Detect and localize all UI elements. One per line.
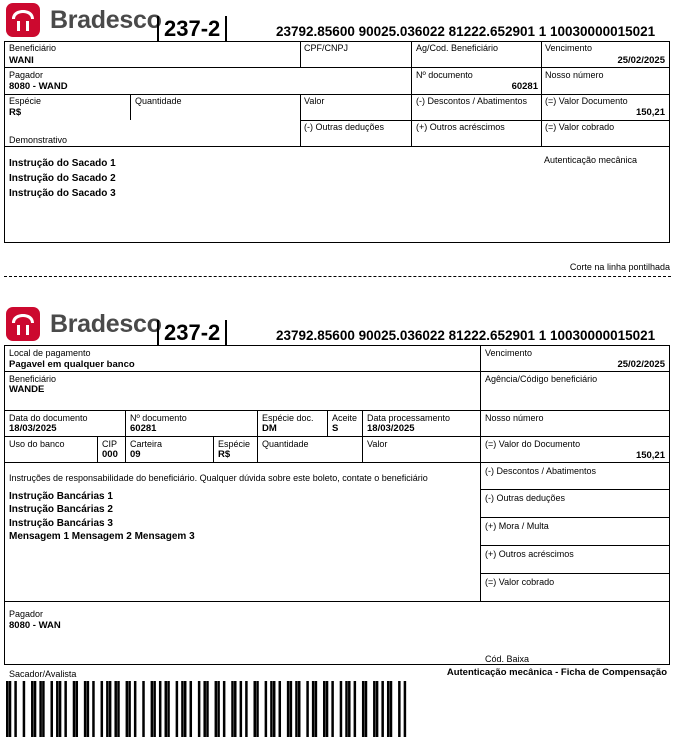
barcode-bar xyxy=(101,681,104,737)
vencimento-label: Vencimento xyxy=(545,43,593,53)
barcode-bar xyxy=(64,681,67,737)
valor-cobrado-label: (=) Valor cobrado xyxy=(545,122,615,132)
especie-label: Espécie xyxy=(218,439,251,449)
quantidade-label: Quantidade xyxy=(262,439,309,449)
barcode-bar xyxy=(265,681,268,737)
barcode-bar xyxy=(217,681,220,737)
aceite-label: Aceite xyxy=(332,413,358,423)
barcode-bar xyxy=(256,681,259,737)
barcode-bar xyxy=(340,681,343,737)
pagador-label: Pagador xyxy=(9,70,44,80)
barcode-bar xyxy=(231,681,234,737)
barcode-bar xyxy=(56,681,59,737)
barcode-bar xyxy=(223,681,226,737)
carteira-value: 09 xyxy=(130,449,141,460)
num-documento-label: Nº documento xyxy=(416,70,473,80)
outras-deducoes-label: (-) Outras deduções xyxy=(304,122,385,132)
barcode-bar xyxy=(14,681,17,737)
carteira-label: Carteira xyxy=(130,439,163,449)
barcode-bar xyxy=(203,681,206,737)
barcode-bar xyxy=(42,681,45,737)
barcode-bar xyxy=(273,681,276,737)
cod-baixa-label: Cód. Baixa xyxy=(485,654,530,664)
especie-label: Espécie xyxy=(9,96,42,106)
barcode-bar xyxy=(245,681,248,737)
barcode-bar xyxy=(326,681,329,737)
barcode-bar xyxy=(348,681,351,737)
vencimento-label: Vencimento xyxy=(485,348,533,358)
bank-name: Bradesco xyxy=(50,6,162,34)
barcode-bar xyxy=(176,681,179,737)
pagador-label: Pagador xyxy=(9,609,44,619)
local-pagamento-value: Pagavel em qualquer banco xyxy=(9,359,135,370)
digitable-line[interactable]: 23792.85600 90025.036022 81222.652901 1 10030000015021 xyxy=(276,24,656,39)
agencia-label: Agência/Código beneficiário xyxy=(485,374,598,384)
digitable-line[interactable]: 23792.85600 90025.036022 81222.652901 1 10030000015021 xyxy=(276,328,656,343)
barcode-bar xyxy=(365,681,368,737)
barcode-bar xyxy=(117,681,120,737)
barcode-bar xyxy=(240,681,243,737)
barcode-bar xyxy=(109,681,112,737)
barcode-bar xyxy=(323,681,326,737)
bank-code: 237-2 xyxy=(157,16,227,42)
barcode-bar xyxy=(59,681,62,737)
barcode-bar xyxy=(270,681,273,737)
barcode-bar xyxy=(23,681,26,737)
barcode xyxy=(6,681,412,737)
barcode-bar xyxy=(6,681,9,737)
cip-value: 000 xyxy=(102,449,118,460)
barcode-bar xyxy=(31,681,33,737)
barcode-bar xyxy=(312,681,315,737)
especie-doc-label: Espécie doc. xyxy=(262,413,314,423)
barcode-bar xyxy=(306,681,309,737)
instrucao-3: Instrução do Sacado 3 xyxy=(9,188,116,199)
barcode-bar xyxy=(398,681,401,737)
barcode-bar xyxy=(181,681,184,737)
cut-line-label: Corte na linha pontilhada xyxy=(569,262,670,272)
quantidade-label: Quantidade xyxy=(135,96,182,106)
cpf-label: CPF/CNPJ xyxy=(304,43,349,53)
agencia-label: Ag/Cod. Beneficiário xyxy=(416,43,499,53)
barcode-bar xyxy=(106,681,109,737)
valor-cobrado-label: (=) Valor cobrado xyxy=(485,577,555,587)
instrucoes-header: Instruções de responsabilidade do beneficiário. Qualquer dúvida sobre este boleto, contate o beneficiário xyxy=(9,473,428,483)
barcode-bar xyxy=(76,681,79,737)
beneficiario-label: Beneficiário xyxy=(9,43,57,53)
cip-label: CIP xyxy=(102,439,118,449)
valor-documento-value: 150,21 xyxy=(635,107,665,118)
instrucao-3: Instrução Bancárias 3 xyxy=(9,518,113,529)
sacador-label: Sacador/Avalista xyxy=(9,669,77,679)
num-documento-value: 60281 xyxy=(130,423,157,434)
valor-documento-label: (=) Valor do Documento xyxy=(485,439,581,449)
barcode-bar xyxy=(215,681,218,737)
barcode-bar xyxy=(287,681,290,737)
beneficiario-label: Beneficiário xyxy=(9,374,57,384)
barcode-bar xyxy=(354,681,357,737)
especie-value: R$ xyxy=(9,107,22,118)
barcode-bar xyxy=(390,681,393,737)
barcode-bar xyxy=(153,681,156,737)
barcode-bar xyxy=(376,681,379,737)
instrucao-2: Instrução do Sacado 2 xyxy=(9,173,116,184)
barcode-bar xyxy=(362,681,365,737)
nosso-numero-label: Nosso número xyxy=(545,70,604,80)
barcode-bar xyxy=(253,681,256,737)
barcode-bar xyxy=(373,681,376,737)
barcode-bar xyxy=(190,681,193,737)
outras-deducoes-label: (-) Outras deduções xyxy=(485,493,566,503)
pagador-value: 8080 - WAN xyxy=(9,620,61,631)
barcode-bar xyxy=(34,681,37,737)
vencimento-value: 25/02/2025 xyxy=(617,359,665,370)
cut-line xyxy=(4,276,671,277)
valor-label: Valor xyxy=(304,96,325,106)
nosso-numero-label: Nosso número xyxy=(485,413,544,423)
barcode-bar xyxy=(151,681,154,737)
barcode-bar xyxy=(295,681,298,737)
demonstrativo-label: Demonstrativo xyxy=(9,135,68,145)
mensagens: Mensagem 1 Mensagem 2 Mensagem 3 xyxy=(9,531,195,542)
barcode-bar xyxy=(50,681,53,737)
data-documento-label: Data do documento xyxy=(9,413,88,423)
barcode-bar xyxy=(290,681,293,737)
descontos-label: (-) Descontos / Abatimentos xyxy=(416,96,528,106)
barcode-bar xyxy=(126,681,129,737)
valor-documento-value: 150,21 xyxy=(635,450,665,461)
barcode-bar xyxy=(184,681,187,737)
barcode-bar xyxy=(381,681,384,737)
bradesco-logo-icon xyxy=(6,307,40,341)
outros-acrescimos-label: (+) Outros acréscimos xyxy=(416,122,505,132)
instrucao-1: Instrução do Sacado 1 xyxy=(9,158,116,169)
barcode-bar xyxy=(198,681,201,737)
mora-multa-label: (+) Mora / Multa xyxy=(485,521,549,531)
barcode-bar xyxy=(73,681,76,737)
barcode-bar xyxy=(387,681,390,737)
beneficiario-value: WANI xyxy=(9,55,34,66)
barcode-bar xyxy=(159,681,162,737)
barcode-bar xyxy=(134,681,137,737)
num-documento-value: 60281 xyxy=(511,81,538,92)
pagador-value: 8080 - WAND xyxy=(9,81,68,92)
barcode-bar xyxy=(298,681,301,737)
especie-doc-value: DM xyxy=(262,423,277,434)
instrucao-2: Instrução Bancárias 2 xyxy=(9,504,113,515)
autenticacao-label: Autenticação mecânica xyxy=(544,155,638,165)
aceite-value: S xyxy=(332,423,339,434)
beneficiario-value: WANDE xyxy=(9,384,45,395)
instrucao-1: Instrução Bancárias 1 xyxy=(9,491,113,502)
barcode-bar xyxy=(279,681,282,737)
data-processamento-value: 18/03/2025 xyxy=(367,423,415,434)
especie-value: R$ xyxy=(218,449,231,460)
barcode-bar xyxy=(234,681,237,737)
data-processamento-label: Data processamento xyxy=(367,413,451,423)
valor-label: Valor xyxy=(367,439,388,449)
autenticacao-ficha: Autenticação mecânica - Ficha de Compensação xyxy=(446,667,667,678)
barcode-bar xyxy=(114,681,117,737)
barcode-bar xyxy=(206,681,209,737)
barcode-bar xyxy=(9,681,12,737)
barcode-bar xyxy=(39,681,42,737)
barcode-bar xyxy=(404,681,407,737)
barcode-bar xyxy=(165,681,168,737)
local-pagamento-label: Local de pagamento xyxy=(9,348,91,358)
barcode-bar xyxy=(142,681,145,737)
uso-banco-label: Uso do banco xyxy=(9,439,65,449)
vencimento-value: 25/02/2025 xyxy=(617,55,665,66)
barcode-bar xyxy=(167,681,170,737)
bradesco-logo-icon xyxy=(6,3,40,37)
barcode-bar xyxy=(92,681,95,737)
bank-code: 237-2 xyxy=(157,320,227,346)
barcode-bar xyxy=(87,681,90,737)
barcode-bar xyxy=(84,681,87,737)
valor-documento-label: (=) Valor Documento xyxy=(545,96,628,106)
outros-acrescimos-label: (+) Outros acréscimos xyxy=(485,549,574,559)
num-documento-label: Nº documento xyxy=(130,413,187,423)
barcode-bar xyxy=(128,681,131,737)
barcode-bar xyxy=(315,681,318,737)
barcode-bar xyxy=(345,681,348,737)
descontos-label: (-) Descontos / Abatimentos xyxy=(485,466,597,476)
data-documento-value: 18/03/2025 xyxy=(9,423,57,434)
barcode-bar xyxy=(331,681,334,737)
bank-name: Bradesco xyxy=(50,310,162,338)
